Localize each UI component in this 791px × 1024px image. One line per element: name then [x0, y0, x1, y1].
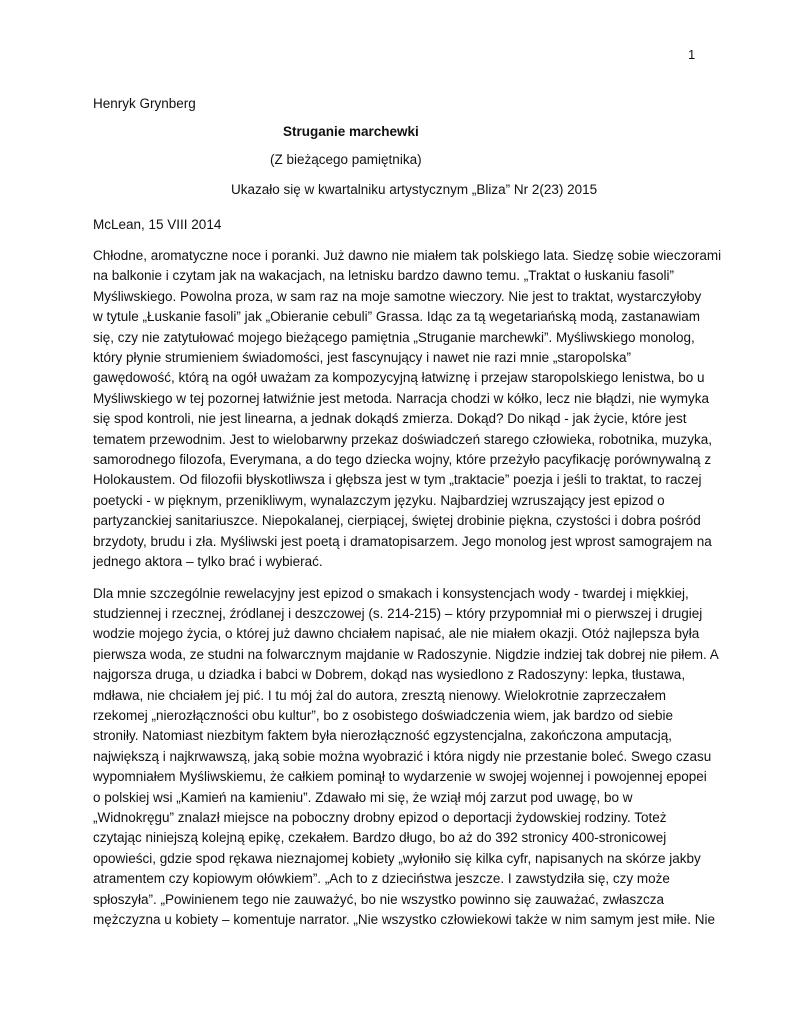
- author-name: Henryk Grynberg: [93, 96, 196, 111]
- document-subtitle: (Z bieżącego pamiętnika): [270, 152, 422, 167]
- text-line: partyzanckiej sanitariuszce. Niepokalanej, cierpiącej, świętej drobinie piękna, czystości i dobra pośród: [93, 513, 701, 529]
- text-line: czytając niniejszą kolejną epikę, czekałem. Bardzo długo, bo aż do 392 stronicy 400-stronicowej: [93, 830, 667, 846]
- text-line: opowieści, gdzie spod rękawa nieznajomej kobiety „wyłoniło się kilka cyfr, napisanych na skórze jakby: [93, 850, 701, 866]
- text-line: stroniły. Natomiast niezbitym faktem była nierozłączność egzystencjalna, zakończona amputacją,: [93, 728, 673, 744]
- text-line: jednego aktora – tylko brać i wybierać.: [93, 554, 323, 570]
- text-line: się spod kontroli, nie jest linearna, a jednak dokądś zmierza. Dokąd? Do nikąd - jak życie, które jest: [93, 411, 687, 427]
- text-line: największą i najkrwawszą, jaką sobie można wyobrazić i która nigdy nie przestanie boleć. Swego czasu: [93, 748, 712, 764]
- text-line: poetycki - w pięknym, przenikliwym, wynalazczym języku. Najbardziej wzruszający jest epizod o: [93, 492, 665, 508]
- text-line: wodzie mojego życia, o której już dawno chciałem napisać, ale nie miałem okazji. Otóż najlepsza była: [93, 626, 700, 642]
- publication-note: Ukazało się w kwartalniku artystycznym „Bliza” Nr 2(23) 2015: [231, 182, 598, 197]
- document-title: Struganie marchewki: [283, 124, 419, 139]
- text-line: wypomniałem Myśliwskiemu, że całkiem pominął to wydarzenie w swojej wojennej i powojennej epopei: [93, 769, 707, 785]
- text-line: Holokaustem. Od filozofii błyskotliwsza i głębsza jest w tym „traktacie” poezja i jeśli to traktat, to raczej: [93, 472, 702, 488]
- text-line: mężczyzna u kobiety – komentuje narrator. „Nie wszystko człowiekowi także w nim samym jest miłe. Nie: [93, 912, 715, 927]
- text-line: gawędowość, którą na ogół uważam za kompozycyjną łatwiznę i przejaw staropolskiego lenistwa, bo u: [93, 370, 705, 386]
- text-line: spłoszyła”. „Powinienem tego nie zauważyć, bo nie wszystko powinno się zauważać, zwłaszcza: [93, 891, 665, 907]
- text-line: tematem przewodnim. Jest to wielobarwny przekaz doświadczeń starego człowieka, robotnika, muzyka,: [93, 431, 713, 447]
- page-number: 1: [688, 47, 696, 62]
- text-line: studziennej i rzecznej, źródlanej i deszczowej (s. 214-215) – który przypomniał mi o pierwszej i drugiej: [93, 605, 703, 621]
- text-line: w tytule „Łuskanie fasoli” jak „Obieranie cebuli” Grassa. Idąc za tą wegetariańską modą, zastanawiam: [93, 309, 701, 325]
- text-line: najgorsza druga, u dziadka i babci w Dobrem, dokąd nas wysiedlono z Radoszyny: lepka, tłustawa,: [93, 667, 686, 683]
- text-line: na balkonie i czytam jak na wakacjach, na letnisku bardzo dawno temu. „Traktat o łuskaniu fasoli”: [93, 268, 675, 284]
- dateline: McLean, 15 VIII 2014: [93, 217, 222, 232]
- text-line: brzydoty, brudu i zła. Myśliwski jest poetą i dramatopisarzem. Jego monolog jest wprost samograjem na: [93, 533, 712, 549]
- text-line: o polskiej wsi „Kamień na kamieniu”. Zdawało mi się, że wziął mój zarzut pod uwagę, bo w: [93, 789, 633, 805]
- text-line: mdława, nie chciałem jej pić. I tu mój żal do autora, zresztą nienowy. Wielokrotnie zaprzeczałem: [93, 687, 666, 703]
- text-line: Chłodne, aromatyczne noce i poranki. Już dawno nie miałem tak polskiego lata. Siedzę sobie wieczorami: [93, 248, 722, 263]
- text-line: atramentem czy kopiowym ołówkiem”. „Ach to z dzieciństwa jeszcze. I zawstydziła się, czy może: [93, 871, 670, 887]
- text-line: samorodnego filozofa, Everymana, a do tego dziecka wojny, które przeżyło pacyfikację porównywalną z: [93, 452, 712, 468]
- text-line: Myśliwskiego w tej pozornej łatwiźnie jest metoda. Narracja chodzi w kółko, lecz nie błądzi, nie wymyka: [93, 390, 709, 406]
- text-line: się, czy nie zatytułować mojego bieżącego pamiętnia „Struganie marchewki”. Myśliwskiego monolog,: [93, 329, 695, 345]
- text-line: pierwsza woda, ze studni na folwarcznym majdanie w Radoszynie. Nigdzie indziej tak dobrej nie piłem. A: [93, 646, 719, 662]
- paragraph-2: [93, 584, 719, 931]
- text-line: który płynie strumieniem świadomości, jest fascynujący i nawet nie razi mnie „staropolska”: [93, 350, 631, 366]
- body-text: [93, 246, 722, 941]
- text-line: Myśliwskiego. Powolna proza, w sam raz na moje samotne wieczory. Nie jest to traktat, wystarczyłoby: [93, 288, 702, 304]
- text-line: rzekomej „nierozłączności obu kultur”, bo z osobistego doświadczenia wiem, jak bardzo od siebie: [93, 707, 674, 723]
- text-line: Dla mnie szczególnie rewelacyjny jest epizod o smakach i konsystencjach wody - twardej i miękkiej,: [93, 585, 689, 601]
- text-line: „Widnokręgu” znalazł miejsce na poboczny drobny epizod o deportacji żydowskiej rodziny. Toteż: [93, 809, 667, 825]
- paragraph-1: [93, 246, 722, 573]
